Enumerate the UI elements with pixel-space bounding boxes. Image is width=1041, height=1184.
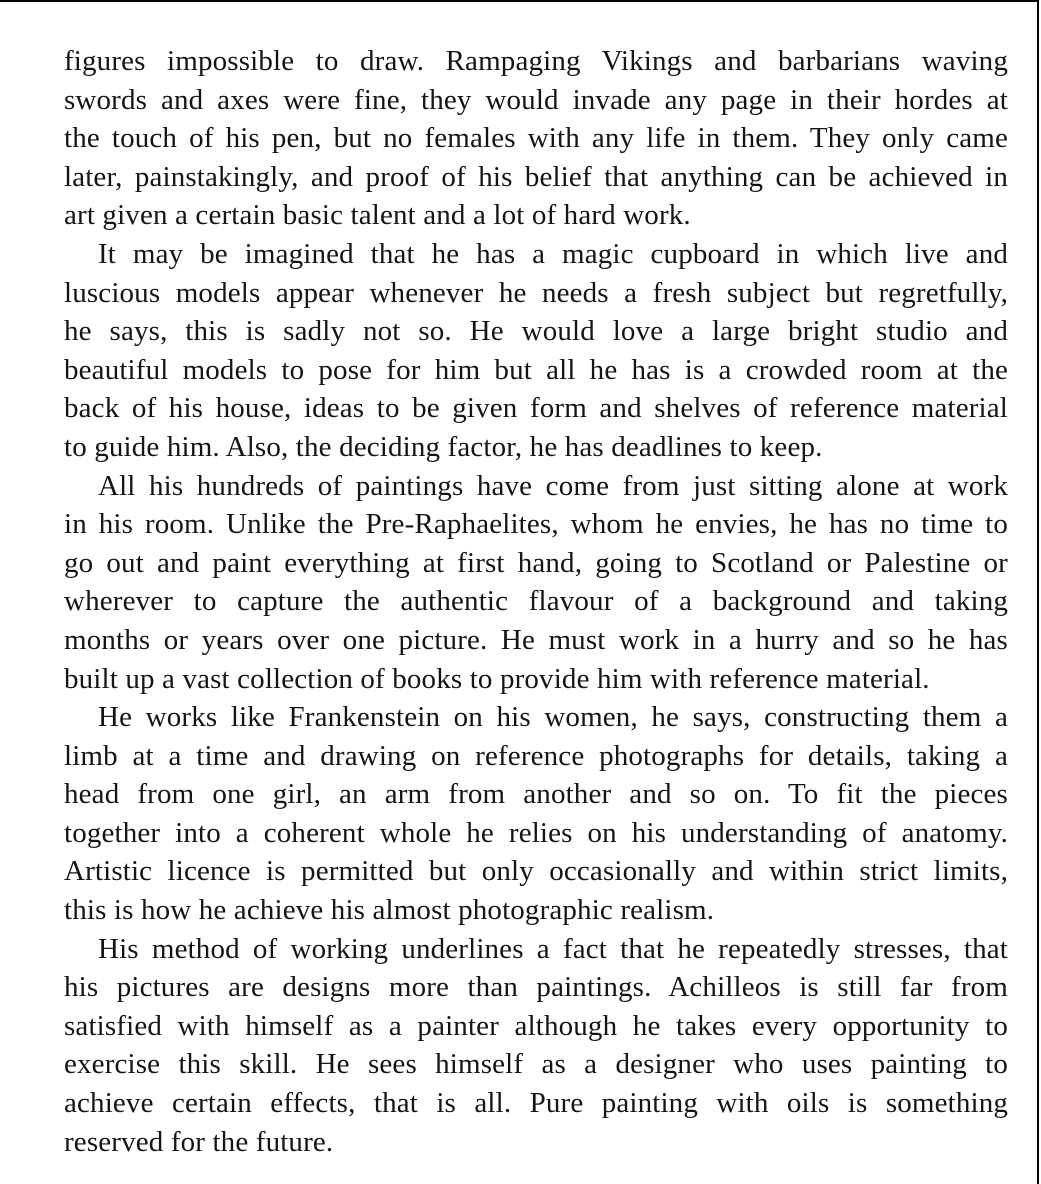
paragraph: [64, 235, 1008, 467]
text-line: to guide him. Also, the deciding factor, he has deadlines to keep.: [64, 430, 823, 463]
text-line: months or years over one picture. He must work in a hurry and so he has: [64, 623, 1008, 656]
text-line: achieve certain effects, that is all. Pure painting with oils is something: [64, 1087, 1008, 1120]
text-line: go out and paint everything at first hand, going to Scotland or Palestine or: [64, 546, 1008, 579]
text-line: Artistic licence is permitted but only occasionally and within strict limits,: [64, 855, 1008, 888]
text-line: back of his house, ideas to be given form and shelves of reference material: [64, 392, 1008, 425]
paragraph: [64, 467, 1008, 699]
text-line: wherever to capture the authentic flavour of a background and taking: [64, 585, 1008, 618]
text-line: his pictures are designs more than paintings. Achilleos is still far from: [64, 971, 1008, 1004]
text-line: luscious models appear whenever he needs a fresh subject but regretfully,: [64, 276, 1008, 309]
paragraph: [64, 42, 1008, 235]
text-line: It may be imagined that he has a magic cupboard in which live and: [98, 237, 1008, 270]
text-line: this is how he achieve his almost photographic realism.: [64, 894, 715, 927]
text-line: built up a vast collection of books to provide him with reference material.: [64, 662, 930, 695]
text-line: beautiful models to pose for him but all he has is a crowded room at the: [64, 353, 1008, 386]
text-line: He works like Frankenstein on his women, he says, constructing them a: [98, 701, 1008, 734]
paragraph: [64, 698, 1008, 930]
text-line: limb at a time and drawing on reference photographs for details, taking a: [64, 739, 1008, 772]
text-line: he says, this is sadly not so. He would love a large bright studio and: [64, 315, 1008, 348]
text-line: in his room. Unlike the Pre-Raphaelites, whom he envies, he has no time to: [64, 508, 1008, 541]
paragraph: [64, 930, 1008, 1162]
text-line: All his hundreds of paintings have come from just sitting alone at work: [98, 469, 1008, 502]
text-line: His method of working underlines a fact that he repeatedly stresses, that: [98, 932, 1008, 965]
text-line: together into a coherent whole he relies on his understanding of anatomy.: [64, 816, 1008, 849]
text-line: figures impossible to draw. Rampaging Vikings and barbarians waving: [64, 45, 1008, 77]
text-line: later, painstakingly, and proof of his belief that anything can be achieved in: [64, 160, 1008, 193]
text-line: the touch of his pen, but no females with any life in them. They only came: [64, 122, 1008, 155]
text-line: reserved for the future.: [64, 1125, 334, 1158]
body-text: [64, 42, 1008, 1161]
text-line: head from one girl, an arm from another and so on. To fit the pieces: [64, 778, 1008, 811]
text-line: exercise this skill. He sees himself as a designer who uses painting to: [64, 1048, 1008, 1081]
text-line: satisfied with himself as a painter although he takes every opportunity to: [64, 1009, 1008, 1042]
text-line: swords and axes were fine, they would invade any page in their hordes at: [64, 83, 1008, 116]
text-line: art given a certain basic talent and a lot of hard work.: [64, 199, 691, 232]
